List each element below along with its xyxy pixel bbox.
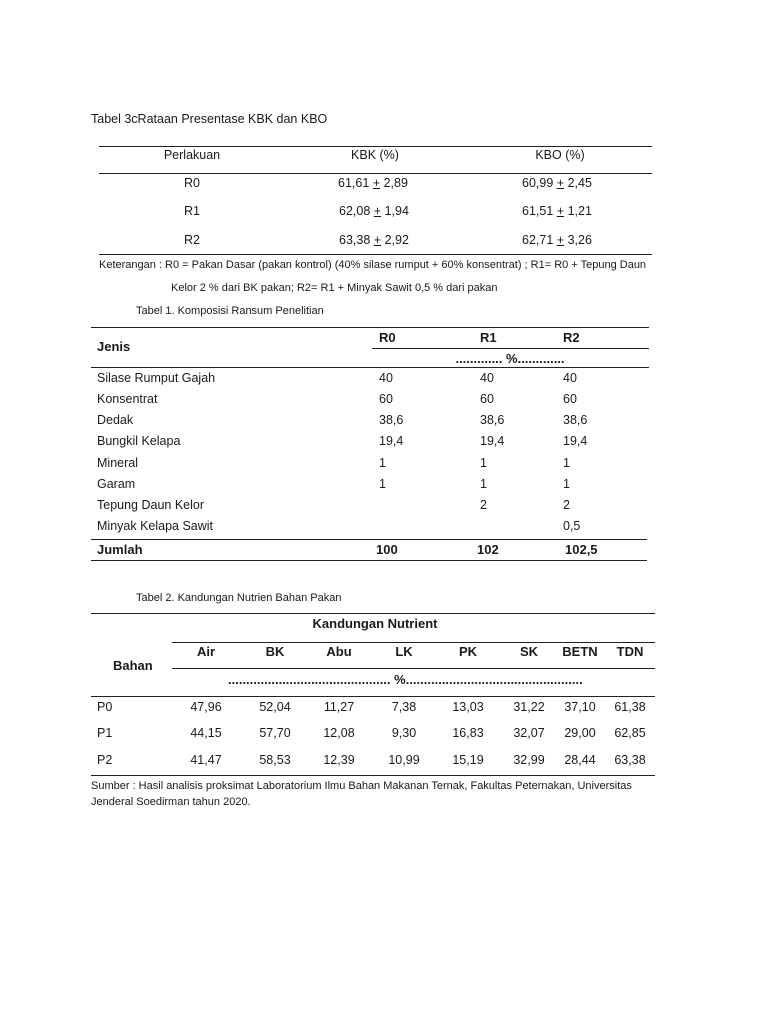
table2-unit-row: ............................................. %................................................. xyxy=(228,672,583,687)
table3-top-rule xyxy=(99,146,652,147)
table3-cell-kbo xyxy=(522,233,592,248)
kbo-sd: 2,45 xyxy=(567,176,592,190)
table1-cell-name: Silase Rumput Gajah xyxy=(97,371,216,385)
table2-header-bahan: Bahan xyxy=(113,658,153,673)
table1-cell-r0: 19,4 xyxy=(379,434,404,448)
plus-minus-sign: + xyxy=(373,233,382,247)
table2-cell-value: 15,19 xyxy=(452,753,484,767)
table1-subheader-rule xyxy=(372,348,649,349)
table1-cell-r2: 1 xyxy=(563,456,570,470)
table1-cell-r1: 60 xyxy=(480,392,494,406)
table1-cell-r1: 40 xyxy=(480,371,494,385)
plus-minus-sign: + xyxy=(373,204,382,218)
table3-bottom-rule xyxy=(99,254,652,255)
table2-cell-value: 57,70 xyxy=(259,726,291,740)
table2-cell-value: 44,15 xyxy=(190,726,222,740)
kbk-sd: 2,92 xyxy=(384,233,409,247)
table3-cell-kbk xyxy=(339,204,409,219)
table1-cell-r0: 1 xyxy=(379,477,386,491)
table2-cell-value: 47,96 xyxy=(190,700,222,714)
table2-cell-bahan: P1 xyxy=(97,726,113,740)
table2-source-line1: Sumber : Hasil analisis proksimat Laboratorium Ilmu Bahan Makanan Ternak, Fakultas Peternakan, Universitas xyxy=(91,780,632,792)
table1-cell-r2: 19,4 xyxy=(563,434,588,448)
table2-cell-value: 29,00 xyxy=(564,726,596,740)
table1-header-r1: R1 xyxy=(480,330,497,345)
table2-cell-value: 9,30 xyxy=(391,726,417,740)
table1-header-rule xyxy=(91,367,649,368)
plus-minus-sign: + xyxy=(556,233,565,247)
kbk-sd: 2,89 xyxy=(383,176,408,190)
table2-cell-bahan: P2 xyxy=(97,753,113,767)
table1-cell-r2: 1 xyxy=(563,477,570,491)
table1-total-r1: 102 xyxy=(477,542,499,557)
table1-cell-name: Tepung Daun Kelor xyxy=(97,498,205,512)
table2-cell-bahan: P0 xyxy=(97,700,113,714)
table1-cell-r0: 40 xyxy=(379,371,393,385)
table1-total-r0: 100 xyxy=(376,542,398,557)
table1-total-rule xyxy=(91,539,647,540)
kbo-mean: 60,99 xyxy=(522,176,554,190)
table3-cell-kbo xyxy=(522,204,592,219)
table2-bottom-rule xyxy=(91,775,655,776)
table2-caption: Tabel 2. Kandungan Nutrien Bahan Pakan xyxy=(136,592,342,604)
kbo-mean: 61,51 xyxy=(522,204,554,218)
table2-top-rule xyxy=(91,613,655,614)
table1-caption: Tabel 1. Komposisi Ransum Penelitian xyxy=(136,305,324,317)
table1-cell-r2: 40 xyxy=(563,371,577,385)
plus-minus-sign: + xyxy=(556,176,565,190)
table3-cell-kbk xyxy=(338,176,408,191)
table3-header-rule xyxy=(99,173,652,174)
table2-group-rule xyxy=(172,642,655,643)
table2-cell-value: 10,99 xyxy=(388,753,420,767)
table1-cell-name: Garam xyxy=(97,477,136,491)
table2-cell-value: 52,04 xyxy=(259,700,291,714)
table1-cell-name: Minyak Kelapa Sawit xyxy=(97,519,214,533)
table2-header-rule xyxy=(91,696,655,697)
table3-cell-kbo xyxy=(522,176,592,191)
table1-cell-r1: 1 xyxy=(480,477,487,491)
table2-cell-value: 16,83 xyxy=(452,726,484,740)
table1-cell-r2: 60 xyxy=(563,392,577,406)
kbo-sd: 3,26 xyxy=(567,233,592,247)
table2-header-col: Air xyxy=(196,644,216,659)
table2-cell-value: 58,53 xyxy=(259,753,291,767)
kbo-mean: 62,71 xyxy=(522,233,554,247)
table1-cell-name: Dedak xyxy=(97,413,134,427)
table2-header-col: TDN xyxy=(616,644,644,659)
table1-cell-r2: 0,5 xyxy=(563,519,581,533)
table1-header-jenis: Jenis xyxy=(97,339,131,354)
kbk-sd: 1,94 xyxy=(384,204,409,218)
table1-cell-r1: 2 xyxy=(480,498,487,512)
table1-cell-r2: 38,6 xyxy=(563,413,588,427)
table1-cell-r2: 2 xyxy=(563,498,570,512)
table2-cell-value: 31,22 xyxy=(513,700,545,714)
table3-header-kbk: KBK (%) xyxy=(351,148,399,162)
kbk-mean: 61,61 xyxy=(338,176,370,190)
kbo-sd: 1,21 xyxy=(567,204,592,218)
table1-unit-row: ............. %............. xyxy=(455,351,565,366)
table1-cell-r0: 38,6 xyxy=(379,413,404,427)
kbk-mean: 63,38 xyxy=(339,233,371,247)
table3-note-line1: Keterangan : R0 = Pakan Dasar (pakan kontrol) (40% silase rumput + 60% konsentrat) ; R1= R0 + Tepung Daun xyxy=(99,259,647,271)
table2-cell-value: 32,99 xyxy=(513,753,545,767)
table1-bottom-rule xyxy=(91,560,647,561)
table2-cell-value: 11,27 xyxy=(323,700,355,714)
table2-cell-value: 7,38 xyxy=(391,700,417,714)
table2-cell-value: 32,07 xyxy=(513,726,545,740)
table2-subheader-rule xyxy=(172,668,655,669)
table2-header-col: BETN xyxy=(562,644,598,659)
table2-cell-value: 62,85 xyxy=(614,726,646,740)
table1-cell-name: Mineral xyxy=(97,456,138,470)
table1-header-r2: R2 xyxy=(563,330,580,345)
table2-header-col: BK xyxy=(265,644,285,659)
table1-cell-name: Bungkil Kelapa xyxy=(97,434,181,448)
table1-cell-r1: 19,4 xyxy=(480,434,505,448)
table1-cell-r1: 38,6 xyxy=(480,413,505,427)
table3-note-line2: Kelor 2 % dari BK pakan; R2= R1 + Minyak Sawit 0,5 % dari pakan xyxy=(171,282,498,294)
kbk-mean: 62,08 xyxy=(339,204,371,218)
table2-group-header: Kandungan Nutrient xyxy=(312,616,438,631)
table1-cell-r0: 1 xyxy=(379,456,386,470)
table2-source-line2: Jenderal Soedirman tahun 2020. xyxy=(91,796,251,808)
table1-total-label: Jumlah xyxy=(97,542,143,557)
table2-cell-value: 37,10 xyxy=(564,700,596,714)
table3-cell-kbk xyxy=(339,233,409,248)
table3-caption: Tabel 3cRataan Presentase KBK dan KBO xyxy=(91,112,328,126)
table3-header-perlakuan: Perlakuan xyxy=(163,148,221,162)
table1-header-r0: R0 xyxy=(379,330,396,345)
table3-cell-perlakuan: R1 xyxy=(184,204,200,218)
table3-header-kbo: KBO (%) xyxy=(535,148,585,162)
table2-cell-value: 61,38 xyxy=(614,700,646,714)
table2-header-col: SK xyxy=(519,644,539,659)
plus-minus-sign: + xyxy=(372,176,381,190)
table3-cell-perlakuan: R2 xyxy=(184,233,200,247)
table2-header-col: LK xyxy=(395,644,413,659)
table1-cell-r1: 1 xyxy=(480,456,487,470)
table2-cell-value: 63,38 xyxy=(614,753,646,767)
table2-header-col: PK xyxy=(458,644,478,659)
table1-cell-name: Konsentrat xyxy=(97,392,158,406)
table1-top-rule xyxy=(91,327,649,328)
table1-cell-r0: 60 xyxy=(379,392,393,406)
table1-total-r2: 102,5 xyxy=(565,542,598,557)
table2-cell-value: 12,39 xyxy=(323,753,355,767)
table2-cell-value: 28,44 xyxy=(564,753,596,767)
plus-minus-sign: + xyxy=(556,204,565,218)
table2-header-col: Abu xyxy=(326,644,352,659)
table2-cell-value: 12,08 xyxy=(323,726,355,740)
table2-cell-value: 13,03 xyxy=(452,700,484,714)
table2-cell-value: 41,47 xyxy=(190,753,222,767)
table3-cell-perlakuan: R0 xyxy=(184,176,200,190)
